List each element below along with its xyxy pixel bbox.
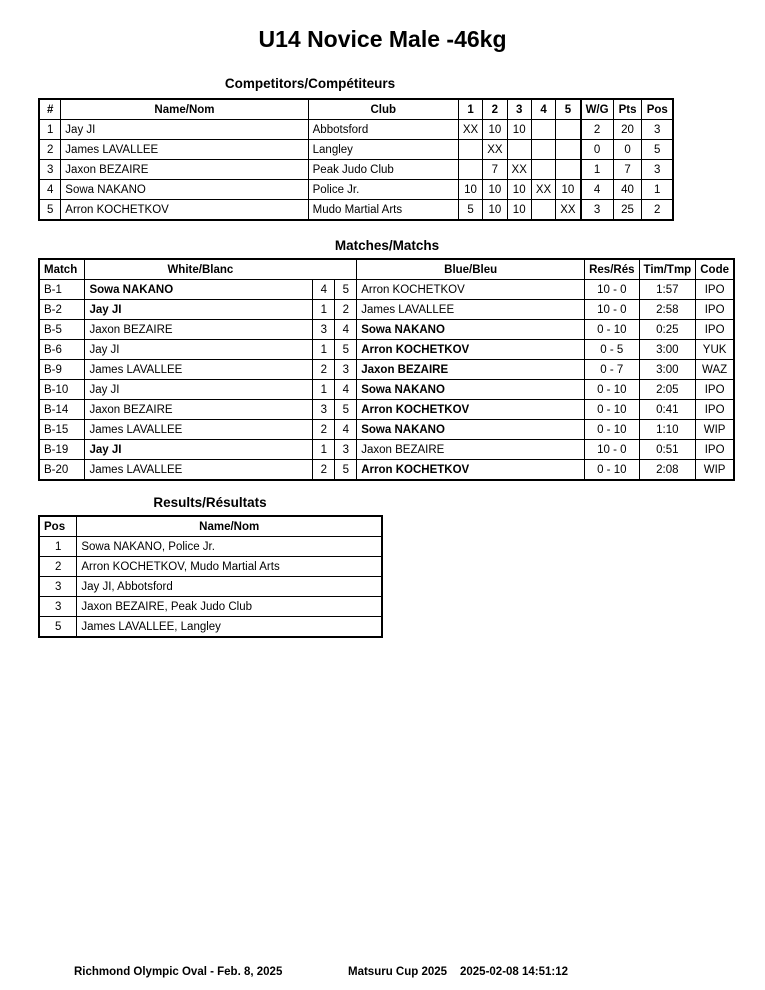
match-row	[39, 360, 734, 380]
match-code: IPO	[696, 380, 734, 400]
competitor-row	[39, 200, 673, 221]
competitor-position: 1	[642, 180, 673, 200]
col-4: 4	[531, 99, 555, 120]
match-time: 0:41	[639, 400, 696, 420]
match-result: 0 - 10	[585, 380, 639, 400]
blue-competitor: Sowa NAKANO	[357, 380, 585, 400]
competitor-club: Abbotsford	[308, 120, 458, 140]
blue-competitor: Sowa NAKANO	[357, 420, 585, 440]
blue-competitor: Arron KOCHETKOV	[357, 460, 585, 481]
match-id: B-19	[39, 440, 85, 460]
competitor-row	[39, 140, 673, 160]
col-res: Res/Rés	[585, 259, 639, 280]
competitor-number: 5	[39, 200, 61, 221]
match-code: YUK	[696, 340, 734, 360]
result-row	[39, 577, 382, 597]
competitor-name: Jaxon BEZAIRE	[61, 160, 308, 180]
blue-competitor: Sowa NAKANO	[357, 320, 585, 340]
result-row	[39, 557, 382, 577]
competitor-row	[39, 120, 673, 140]
white-number: 3	[313, 400, 335, 420]
matches-header-row	[39, 259, 734, 280]
competitor-wins: 1	[581, 160, 614, 180]
competitor-club: Peak Judo Club	[308, 160, 458, 180]
results-table	[38, 515, 383, 638]
match-code: IPO	[696, 320, 734, 340]
match-result: 0 - 10	[585, 420, 639, 440]
match-id: B-9	[39, 360, 85, 380]
competitor-position: 3	[642, 120, 673, 140]
match-time: 0:25	[639, 320, 696, 340]
blue-competitor: Jaxon BEZAIRE	[357, 440, 585, 460]
blue-number: 5	[335, 340, 357, 360]
match-code: WIP	[696, 460, 734, 481]
result-name: Jaxon BEZAIRE, Peak Judo Club	[77, 597, 382, 617]
match-time: 2:05	[639, 380, 696, 400]
col-name: Name/Nom	[61, 99, 308, 120]
match-result: 0 - 10	[585, 320, 639, 340]
blue-competitor: Arron KOCHETKOV	[357, 400, 585, 420]
col-pts: Pts	[613, 99, 642, 120]
competitor-number: 4	[39, 180, 61, 200]
matches-table	[38, 258, 735, 481]
match-result: 0 - 5	[585, 340, 639, 360]
competitor-name: Sowa NAKANO	[61, 180, 308, 200]
competitors-heading: Competitors/Compétiteurs	[224, 76, 396, 91]
match-row	[39, 440, 734, 460]
blue-number: 5	[335, 460, 357, 481]
col-club: Club	[308, 99, 458, 120]
match-id: B-5	[39, 320, 85, 340]
result-position: 3	[39, 597, 77, 617]
match-row	[39, 300, 734, 320]
col-5: 5	[556, 99, 581, 120]
score-cell	[531, 140, 555, 160]
match-row	[39, 420, 734, 440]
result-name: Arron KOCHETKOV, Mudo Martial Arts	[77, 557, 382, 577]
result-position: 1	[39, 537, 77, 557]
blue-competitor: Jaxon BEZAIRE	[357, 360, 585, 380]
white-number: 3	[313, 320, 335, 340]
score-cell: 7	[483, 160, 507, 180]
match-row	[39, 320, 734, 340]
score-cell	[507, 140, 531, 160]
match-code: IPO	[696, 400, 734, 420]
competitor-points: 25	[613, 200, 642, 221]
match-time: 0:51	[639, 440, 696, 460]
score-cell	[531, 120, 555, 140]
competitors-table	[38, 98, 674, 221]
match-row	[39, 340, 734, 360]
match-result: 0 - 7	[585, 360, 639, 380]
white-competitor: James LAVALLEE	[85, 360, 313, 380]
white-competitor: Jay JI	[85, 340, 313, 360]
competitor-number: 2	[39, 140, 61, 160]
score-cell: 10	[483, 200, 507, 221]
match-time: 1:57	[639, 280, 696, 300]
competitor-name: Arron KOCHETKOV	[61, 200, 308, 221]
col-pos: Pos	[642, 99, 673, 120]
footer-venue: Richmond Olympic Oval - Feb. 8, 2025	[74, 966, 283, 978]
competitor-position: 3	[642, 160, 673, 180]
col-2: 2	[483, 99, 507, 120]
col-blue: Blue/Bleu	[357, 259, 585, 280]
match-id: B-6	[39, 340, 85, 360]
score-cell	[458, 140, 482, 160]
white-competitor: Jay JI	[85, 380, 313, 400]
footer-timestamp: 2025-02-08 14:51:12	[460, 966, 569, 978]
white-competitor: James LAVALLEE	[85, 460, 313, 481]
blue-number: 3	[335, 360, 357, 380]
score-cell	[458, 160, 482, 180]
blue-competitor: Arron KOCHETKOV	[357, 340, 585, 360]
competitor-position: 5	[642, 140, 673, 160]
competitor-wins: 4	[581, 180, 614, 200]
match-id: B-20	[39, 460, 85, 481]
white-number: 1	[313, 300, 335, 320]
match-code: WIP	[696, 420, 734, 440]
match-code: WAZ	[696, 360, 734, 380]
col-match: Match	[39, 259, 85, 280]
score-cell	[556, 120, 581, 140]
result-row	[39, 537, 382, 557]
competitor-number: 1	[39, 120, 61, 140]
competitor-club: Mudo Martial Arts	[308, 200, 458, 221]
match-row	[39, 400, 734, 420]
col-1: 1	[458, 99, 482, 120]
matches-heading: Matches/Matchs	[334, 238, 440, 253]
white-number: 1	[313, 380, 335, 400]
match-row	[39, 460, 734, 481]
blue-number: 3	[335, 440, 357, 460]
match-result: 10 - 0	[585, 280, 639, 300]
score-cell: XX	[458, 120, 482, 140]
competitor-club: Langley	[308, 140, 458, 160]
blue-number: 5	[335, 400, 357, 420]
competitor-points: 40	[613, 180, 642, 200]
competitor-row	[39, 180, 673, 200]
white-competitor: Jaxon BEZAIRE	[85, 320, 313, 340]
white-competitor: Jay JI	[85, 300, 313, 320]
blue-number: 4	[335, 380, 357, 400]
col-num: #	[39, 99, 61, 120]
competitor-wins: 3	[581, 200, 614, 221]
col-wg: W/G	[581, 99, 614, 120]
score-cell: 5	[458, 200, 482, 221]
col-white: White/Blanc	[85, 259, 357, 280]
col-res-pos: Pos	[39, 516, 77, 537]
result-position: 5	[39, 617, 77, 638]
result-row	[39, 597, 382, 617]
col-3: 3	[507, 99, 531, 120]
match-code: IPO	[696, 440, 734, 460]
competitors-header-row	[39, 99, 673, 120]
match-id: B-10	[39, 380, 85, 400]
match-id: B-15	[39, 420, 85, 440]
match-time: 2:08	[639, 460, 696, 481]
match-result: 10 - 0	[585, 440, 639, 460]
competitor-wins: 2	[581, 120, 614, 140]
score-cell: XX	[556, 200, 581, 221]
result-name: James LAVALLEE, Langley	[77, 617, 382, 638]
competitor-points: 7	[613, 160, 642, 180]
match-result: 10 - 0	[585, 300, 639, 320]
competitor-name: Jay JI	[61, 120, 308, 140]
white-competitor: Jay JI	[85, 440, 313, 460]
col-res-name: Name/Nom	[77, 516, 382, 537]
white-number: 2	[313, 420, 335, 440]
col-time: Tim/Tmp	[639, 259, 696, 280]
score-cell: 10	[556, 180, 581, 200]
competitor-wins: 0	[581, 140, 614, 160]
match-time: 3:00	[639, 360, 696, 380]
competitor-row	[39, 160, 673, 180]
match-code: IPO	[696, 280, 734, 300]
blue-number: 2	[335, 300, 357, 320]
match-row	[39, 380, 734, 400]
competitor-points: 0	[613, 140, 642, 160]
white-number: 2	[313, 360, 335, 380]
match-code: IPO	[696, 300, 734, 320]
white-number: 1	[313, 440, 335, 460]
white-number: 2	[313, 460, 335, 481]
match-result: 0 - 10	[585, 460, 639, 481]
score-cell: XX	[507, 160, 531, 180]
white-competitor: Sowa NAKANO	[85, 280, 313, 300]
match-time: 3:00	[639, 340, 696, 360]
blue-number: 4	[335, 320, 357, 340]
score-cell	[556, 160, 581, 180]
score-cell: 10	[483, 120, 507, 140]
results-heading: Results/Résultats	[153, 495, 267, 510]
score-cell	[556, 140, 581, 160]
result-name: Jay JI, Abbotsford	[77, 577, 382, 597]
score-cell: 10	[507, 120, 531, 140]
score-cell	[531, 200, 555, 221]
result-position: 3	[39, 577, 77, 597]
match-time: 1:10	[639, 420, 696, 440]
competitor-number: 3	[39, 160, 61, 180]
result-name: Sowa NAKANO, Police Jr.	[77, 537, 382, 557]
blue-competitor: James LAVALLEE	[357, 300, 585, 320]
match-id: B-14	[39, 400, 85, 420]
page-title: U14 Novice Male -46kg	[258, 26, 507, 52]
white-number: 4	[313, 280, 335, 300]
score-cell: 10	[507, 200, 531, 221]
competitor-points: 20	[613, 120, 642, 140]
score-cell: 10	[458, 180, 482, 200]
white-competitor: James LAVALLEE	[85, 420, 313, 440]
match-time: 2:58	[639, 300, 696, 320]
match-id: B-1	[39, 280, 85, 300]
competitor-position: 2	[642, 200, 673, 221]
col-code: Code	[696, 259, 734, 280]
score-cell: XX	[531, 180, 555, 200]
results-header-row	[39, 516, 382, 537]
result-row	[39, 617, 382, 638]
blue-number: 4	[335, 420, 357, 440]
match-id: B-2	[39, 300, 85, 320]
score-cell	[531, 160, 555, 180]
match-result: 0 - 10	[585, 400, 639, 420]
score-cell: 10	[483, 180, 507, 200]
blue-number: 5	[335, 280, 357, 300]
footer-event: Matsuru Cup 2025	[348, 966, 448, 978]
result-position: 2	[39, 557, 77, 577]
match-row	[39, 280, 734, 300]
white-number: 1	[313, 340, 335, 360]
competitor-club: Police Jr.	[308, 180, 458, 200]
competitor-name: James LAVALLEE	[61, 140, 308, 160]
score-cell: XX	[483, 140, 507, 160]
blue-competitor: Arron KOCHETKOV	[357, 280, 585, 300]
score-cell: 10	[507, 180, 531, 200]
white-competitor: Jaxon BEZAIRE	[85, 400, 313, 420]
